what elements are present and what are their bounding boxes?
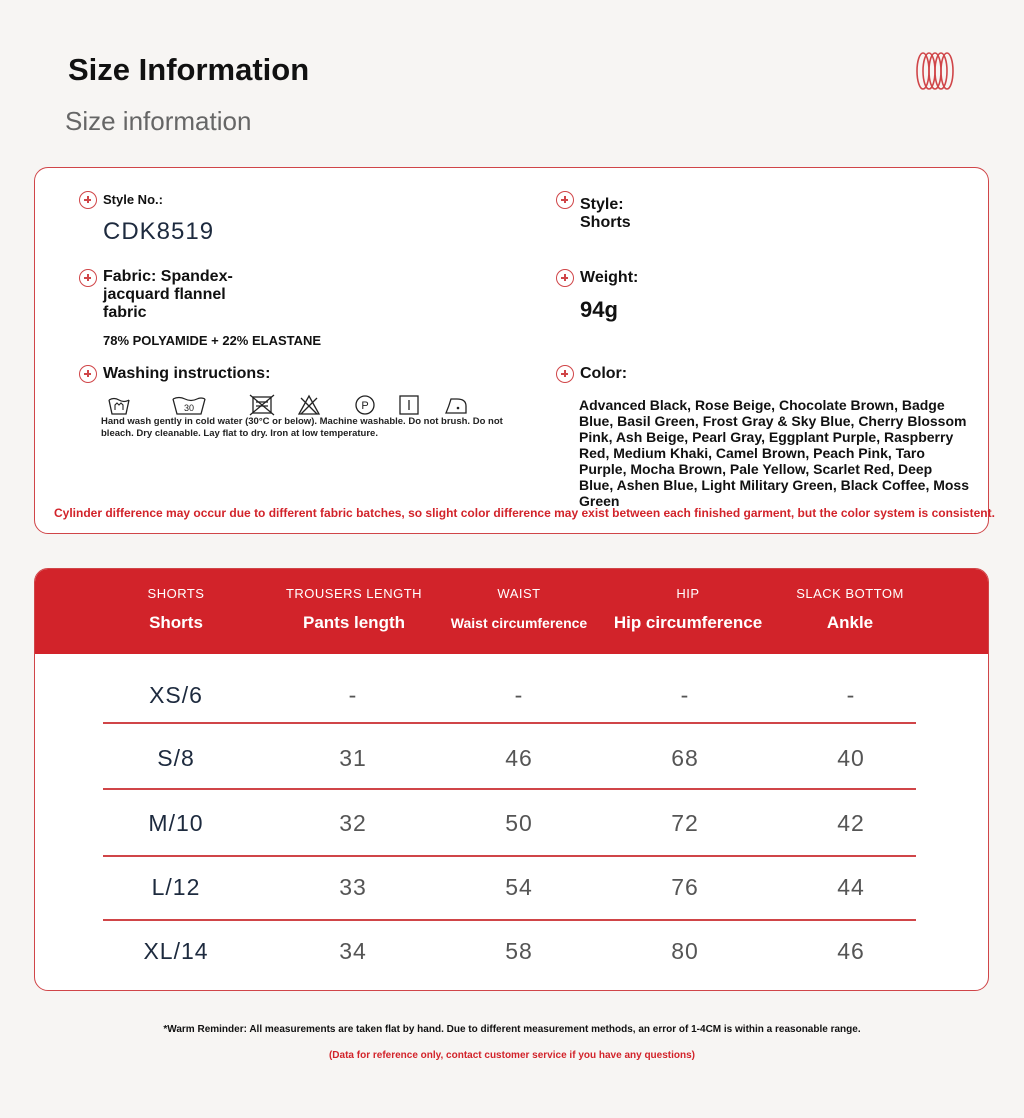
pants-length-cell: 34: [339, 938, 367, 964]
dry-clean-letter: P: [361, 400, 369, 412]
style-no-label: Style No.:: [103, 192, 163, 207]
fabric-label-line2: jacquard flannel: [103, 286, 226, 303]
col-header-en: SLACK BOTTOM: [796, 586, 904, 601]
waist-cell: 50: [505, 810, 533, 836]
ankle-cell: -: [846, 682, 856, 708]
size-chart-table: [34, 568, 989, 991]
weight-value: 94g: [580, 297, 618, 322]
waist-cell: 54: [505, 874, 533, 900]
color-label: Color:: [580, 365, 628, 382]
col-header-label: Ankle: [826, 613, 874, 632]
waist-cell: 58: [505, 938, 533, 964]
size-cell: M/10: [148, 810, 204, 836]
table-row: [103, 726, 916, 790]
dry-clean-icon: [353, 394, 377, 416]
pants-length-cell: 32: [339, 810, 367, 836]
flat-dry-icon: [397, 394, 421, 416]
table-row: [103, 663, 916, 727]
wash-temp-label: 30: [183, 403, 195, 413]
hand-wash-icon: [107, 394, 131, 416]
col-header-en: TROUSERS LENGTH: [285, 586, 423, 601]
size-cell: XL/14: [143, 938, 209, 964]
measurement-reminder: *Warm Reminder: All measurements are taken flat by hand. Due to different measurement methods, an error of 1-4CM is within a reasonable range.: [163, 1024, 861, 1035]
color-options-list: Advanced Black, Rose Beige, Chocolate Brown, Badge Blue, Basil Green, Frost Gray & Sky Blue, Cherry Blossom Pink, Ash Beige, Pearl Gray, Eggplant Purple, Raspberry Red, Medium Khaki, Camel Brown, Peach Pink, Taro Purple, Mocha Brown, Pale Yellow, Scarlet Red, Deep Blue, Ashen Blue, Light Military Green, Black Coffee, Moss Green: [579, 397, 970, 509]
brand-rings-icon: [914, 50, 956, 92]
col-header-en: HIP: [676, 586, 700, 601]
plus-circle-icon: [79, 191, 97, 209]
washing-label: Washing instructions:: [103, 365, 271, 382]
table-row: [103, 855, 916, 919]
no-brush-icon: [247, 394, 277, 416]
waist-cell: -: [514, 682, 524, 708]
col-header-label: Pants length: [302, 613, 405, 632]
wash-30-icon: [171, 394, 207, 416]
row-divider: [103, 788, 916, 790]
table-row: [103, 791, 916, 855]
hip-cell: -: [680, 682, 690, 708]
row-divider: [103, 722, 916, 724]
plus-circle-icon: [556, 191, 574, 209]
plus-circle-icon: [556, 269, 574, 287]
page-title: Size Information: [68, 52, 310, 87]
plus-circle-icon: [79, 269, 97, 287]
style-label: Style:: [580, 196, 624, 213]
col-header-en: SHORTS: [147, 586, 205, 601]
col-header-en: WAIST: [497, 586, 541, 601]
ankle-cell: 42: [837, 810, 865, 836]
size-table-header: [35, 569, 988, 654]
low-iron-icon: [443, 394, 469, 416]
ankle-cell: 46: [837, 938, 865, 964]
hip-cell: 76: [671, 874, 699, 900]
plus-circle-icon: [79, 365, 97, 383]
fabric-label-line3: fabric: [103, 304, 147, 321]
pants-length-cell: -: [348, 682, 358, 708]
style-value: Shorts: [580, 214, 631, 231]
reference-note: (Data for reference only, contact customer service if you have any questions): [328, 1050, 696, 1061]
size-cell: XS/6: [149, 682, 203, 708]
no-bleach-icon: [297, 394, 321, 416]
pants-length-cell: 33: [339, 874, 367, 900]
weight-label: Weight:: [580, 269, 639, 286]
pants-length-cell: 31: [339, 745, 367, 771]
col-header-label: Hip circumference: [613, 613, 763, 632]
col-header-label: Shorts: [149, 613, 203, 632]
washing-instructions-text: Hand wash gently in cold water (30°C or below). Machine washable. Do not brush. Do not bleach. Dry cleanable. Lay flat to dry. Iron at low temperature.: [101, 416, 503, 439]
hip-cell: 80: [671, 938, 699, 964]
style-no-value: CDK8519: [103, 218, 215, 245]
care-symbols: [107, 394, 477, 418]
col-header-label: Waist circumference: [450, 615, 588, 631]
ankle-cell: 40: [837, 745, 865, 771]
plus-circle-icon: [556, 365, 574, 383]
size-cell: S/8: [157, 745, 195, 771]
hip-cell: 72: [671, 810, 699, 836]
fabric-composition: 78% POLYAMIDE + 22% ELASTANE: [103, 333, 322, 348]
size-cell: L/12: [151, 874, 201, 900]
page-subtitle: Size information: [65, 106, 252, 136]
hip-cell: 68: [671, 745, 699, 771]
color-difference-notice: Cylinder difference may occur due to different fabric batches, so slight color difference may exist between each finished garment, but the color system is consistent.: [54, 506, 995, 520]
ankle-cell: 44: [837, 874, 865, 900]
waist-cell: 46: [505, 745, 533, 771]
table-row: [103, 919, 916, 983]
product-info-card: [34, 167, 995, 534]
fabric-label-line1: Fabric: Spandex-: [103, 268, 233, 285]
